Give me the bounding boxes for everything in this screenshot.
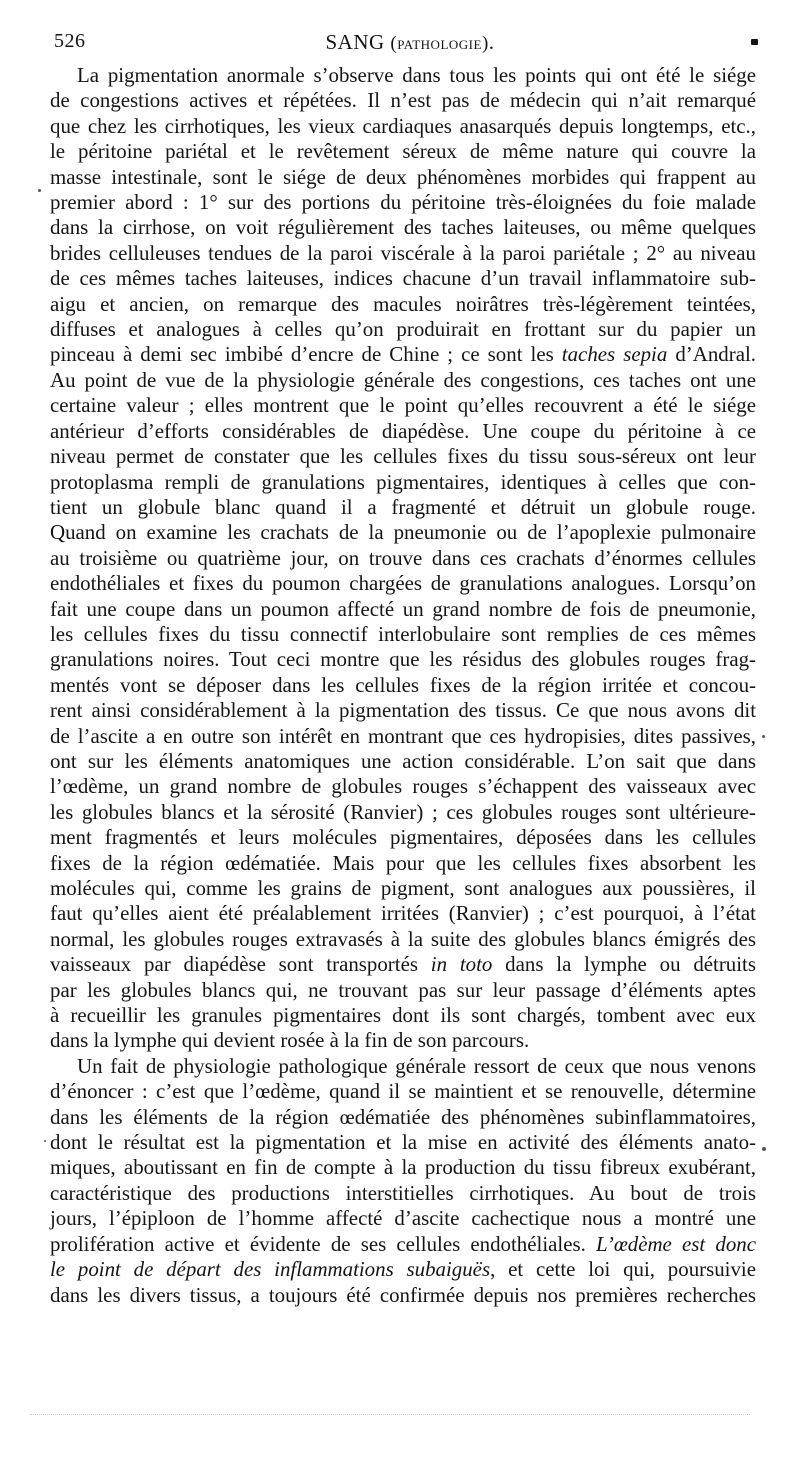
text-line: normal, les globules rouges extravasés à la suite des globules blancs émigrés des bbox=[50, 926, 756, 951]
running-title bbox=[50, 30, 770, 55]
text-line: caractéristique des productions interstitielles cirrhotiques. Au bout de trois bbox=[50, 1180, 756, 1205]
page-speck-icon bbox=[38, 189, 41, 192]
text-line: de congestions actives et répétées. Il n’est pas de médecin qui n’ait remarqué bbox=[50, 88, 756, 113]
text-line: diffuses et analogues à celles qu’on produirait en frottant sur du papier un bbox=[50, 317, 756, 342]
text-line: le péritoine pariétal et le revêtement séreux de même nature qui couvre la bbox=[50, 139, 756, 164]
running-title-main: SANG bbox=[325, 30, 385, 54]
page-speck-icon bbox=[44, 1140, 46, 1142]
text-line: fait une coupe dans un poumon affecté un grand nombre de fois de pneumonie, bbox=[50, 596, 756, 621]
text-line: dans la cirrhose, on voit régulièrement des taches laiteuses, ou même quelques bbox=[50, 215, 756, 240]
text-line: par les globules blancs qui, ne trouvant pas sur leur passage d’éléments aptes bbox=[50, 977, 756, 1002]
text-line: granulations noires. Tout ceci montre que les résidus des globules rouges frag- bbox=[50, 647, 756, 672]
text-line: au troisième ou quatrième jour, on trouve dans ces crachats d’énormes cellules bbox=[50, 545, 756, 570]
text-line: dans les divers tissus, a toujours été confirmée depuis nos premières recherches bbox=[50, 1282, 756, 1307]
text-line: certaine valeur ; elles montrent que le point qu’elles recouvrent a été le siége bbox=[50, 393, 756, 418]
text-line: jours, l’épiploon de l’homme affecté d’ascite cachectique nous a montré une bbox=[50, 1206, 756, 1231]
text-line: vaisseaux par diapédèse sont transportés in toto dans la lymphe ou détruits bbox=[50, 952, 756, 977]
text-line: fixes de la région œdématiée. Mais pour que les cellules fixes absorbent les bbox=[50, 850, 756, 875]
text-line: ment fragmentés et leurs molécules pigmentaires, déposées dans les cellules bbox=[50, 825, 756, 850]
page-speck-icon bbox=[762, 1147, 766, 1151]
text-line: que chez les cirrhotiques, les vieux cardiaques anasarqués depuis longtemps, etc., bbox=[50, 113, 756, 138]
text-line: niveau permet de constater que les cellules fixes du tissu sous-séreux ont leur bbox=[50, 444, 756, 469]
text-line: antérieur d’efforts considérables de diapédèse. Une coupe du péritoine à ce bbox=[50, 418, 756, 443]
text-line: molécules qui, comme les grains de pigment, sont analogues aux poussières, il bbox=[50, 876, 756, 900]
text-line: pinceau à demi sec imbibé d’encre de Chine ; ce sont les taches sepia d’Andral. bbox=[50, 342, 756, 367]
text-line: endothéliales et fixes du poumon chargées de granulations analogues. Lorsqu’on bbox=[50, 571, 756, 596]
text-line: les globules blancs et la sérosité (Ranvier) ; ces globules rouges sont ultérieure- bbox=[50, 799, 756, 824]
body-text bbox=[50, 63, 756, 1308]
italic-text: taches sepia bbox=[561, 342, 668, 367]
running-title-end: . bbox=[488, 30, 495, 54]
ink-mark-icon bbox=[751, 39, 758, 45]
text-line: prolifération active et évidente de ses cellules endothéliales. L’œdème est donc bbox=[50, 1231, 756, 1256]
text-line: de l’ascite a en outre son intérêt en montrant que ces hydropisies, dites passives, bbox=[50, 723, 756, 748]
paragraph-2 bbox=[50, 1054, 756, 1308]
paragraph-1 bbox=[50, 63, 756, 1054]
italic-text: in toto bbox=[430, 952, 493, 977]
italic-text: le point de départ des inflammations subaiguës bbox=[50, 1257, 491, 1282]
text-line: aigu et ancien, on remarque des macules noirâtres très-légèrement teintées, bbox=[50, 291, 756, 316]
text-line: Un fait de physiologie pathologique générale ressort de ceux que nous venons bbox=[77, 1053, 756, 1078]
text-line: protoplasma rempli de granulations pigmentaires, identiques à celles que con- bbox=[50, 469, 756, 494]
italic-text: L’œdème est donc bbox=[596, 1231, 756, 1256]
text-line: dont le résultat est la pigmentation et la mise en activité des éléments anato- bbox=[50, 1130, 756, 1155]
text-line: le point de départ des inflammations subaiguës, et cette loi qui, poursuivie bbox=[50, 1257, 756, 1282]
text-line: de ces mêmes taches laiteuses, indices chacune d’un travail inflammatoire sub- bbox=[50, 266, 756, 291]
running-header bbox=[50, 30, 770, 58]
text-line: dans les éléments de la région œdématiée des phénomènes subinflammatoires, bbox=[50, 1104, 756, 1129]
text-line: rent ainsi considérablement à la pigmentation des tissus. Ce que nous avons dit bbox=[50, 698, 756, 723]
text-line: les cellules fixes du tissu connectif interlobulaire sont remplies de ces mêmes bbox=[50, 621, 756, 646]
text-line: à recueillir les granules pigmentaires dont ils sont chargés, tombent avec eux bbox=[50, 1003, 756, 1028]
text-line: mentés vont se déposer dans les cellules fixes de la région irritée et concou- bbox=[50, 672, 756, 697]
text-line: faut qu’elles aient été préalablement irritées (Ranvier) ; c’est pourquoi, à l’état bbox=[50, 901, 756, 926]
text-line: masse intestinale, sont le siége de deux phénomènes morbides qui frappent au bbox=[50, 164, 756, 189]
page-number: 526 bbox=[54, 30, 86, 52]
text-line: La pigmentation anormale s’observe dans tous les points qui ont été le siége bbox=[77, 63, 756, 87]
text-line: miques, aboutissant en fin de compte à la production du tissu fibreux exubérant, bbox=[50, 1155, 756, 1180]
page-speck-icon bbox=[762, 735, 765, 738]
text-line: premier abord : 1° sur des portions du péritoine très-éloignées du foie malade bbox=[50, 190, 756, 215]
text-line: l’œdème, un grand nombre de globules rouges s’échappent des vaisseaux avec bbox=[50, 774, 756, 799]
text-line: d’énoncer : c’est que l’œdème, quand il se maintient et se renouvelle, détermine bbox=[50, 1079, 756, 1104]
text-line: tient un globule blanc quand il a fragmenté et détruit un globule rouge. bbox=[50, 494, 756, 519]
text-line: brides celluleuses tendues de la paroi viscérale à la paroi pariétale ; 2° au niveau bbox=[50, 240, 756, 265]
running-title-sub: (pathologie) bbox=[390, 33, 489, 54]
text-line: Au point de vue de la physiologie générale des congestions, ces taches ont une bbox=[50, 367, 756, 392]
text-line: Quand on examine les crachats de la pneumonie ou de l’apoplexie pulmonaire bbox=[50, 520, 756, 545]
text-line: dans la lymphe qui devient rosée à la fin de son parcours. bbox=[50, 1028, 530, 1053]
footer-artifact-line bbox=[30, 1414, 750, 1415]
text-line: ont sur les éléments anatomiques une action considérable. L’on sait que dans bbox=[50, 748, 756, 773]
